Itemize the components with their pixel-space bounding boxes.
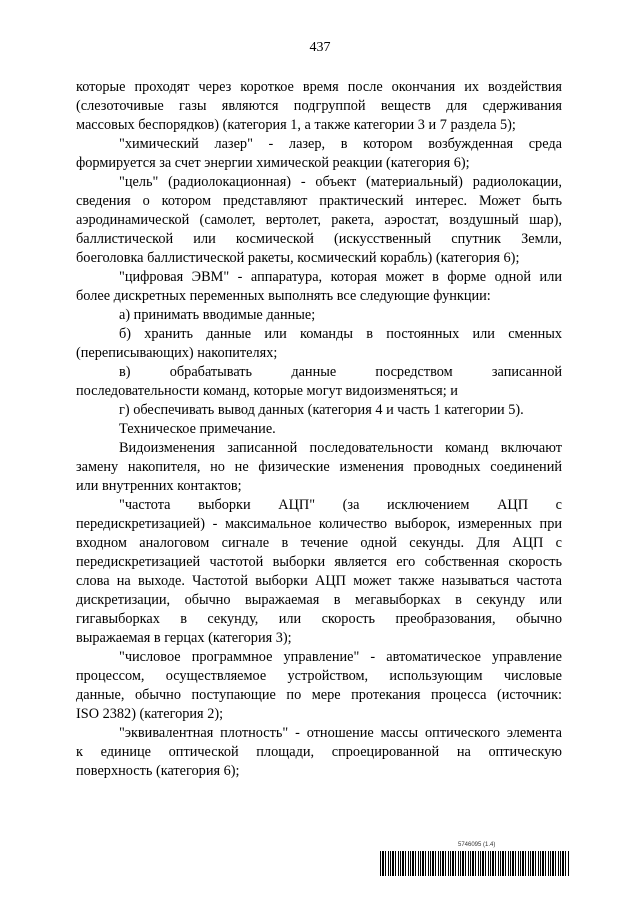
text-line: г) обеспечивать вывод данных (категория 4 и часть 1 категории 5).	[119, 402, 524, 418]
text-line: "химический лазер" - лазер, в котором возбужденная среда	[119, 136, 562, 152]
text-line: "цифровая ЭВМ" - аппаратура, которая может в форме одной или	[119, 269, 562, 285]
text-line: гигавыборках в секунду, или скорость преобразования, обычно	[76, 611, 562, 627]
text-line: выражаемая в герцах (категория 3);	[76, 630, 292, 646]
text-line: формируется за счет энергии химической реакции (категория 6);	[76, 155, 470, 171]
text-line: или внутренних контактов;	[76, 478, 242, 494]
text-line: аэродинамической (самолет, вертолет, ракета, аэростат, воздушный шар),	[76, 212, 562, 228]
text-line: более дискретных переменных выполнять все следующие функции:	[76, 288, 491, 304]
barcode	[380, 851, 570, 876]
document-body	[76, 78, 562, 781]
text-line: сведения о котором представляют практический интерес. Может быть	[76, 193, 562, 209]
text-line: замену накопителя, но не физические изменения проводных соединений	[76, 459, 562, 475]
text-line: (переписывающих) накопителях;	[76, 345, 278, 361]
text-line: баллистической или космической (искусственный спутник Земли,	[76, 231, 562, 247]
text-line: "эквивалентная плотность" - отношение массы оптического элемента	[119, 725, 562, 741]
text-line: Видоизменения записанной последовательности команд включают	[119, 440, 562, 456]
text-line: передискретизацией частотой выборки является его собственная скорость	[76, 554, 562, 570]
text-line: б) хранить данные или команды в постоянных или сменных	[119, 326, 562, 342]
text-line: ISO 2382) (категория 2);	[76, 706, 224, 722]
text-line: в) обрабатывать данные посредством записанной	[119, 364, 562, 380]
text-line: массовых беспорядков) (категория 1, а также категории 3 и 7 раздела 5);	[76, 117, 516, 133]
text-line: поверхность (категория 6);	[76, 763, 240, 779]
text-line: данные, обычно поступающие по мере протекания процесса (источник:	[76, 687, 562, 703]
text-line: которые проходят через короткое время после окончания их воздействия	[76, 79, 562, 95]
barcode-label: 5746095 (1.4)	[458, 842, 496, 848]
text-line: к единице оптической площади, спроецированной на оптическую	[76, 744, 562, 760]
text-line: дискретизации, обычно выражаемая в мегавыборках в секунду или	[76, 592, 562, 608]
page-number: 437	[309, 40, 331, 55]
text-line: слова на выходе. Частотой выборки АЦП может также называться частота	[76, 573, 562, 589]
text-line: входном аналоговом сигнале в течение одной секунды. Для АЦП с	[76, 535, 562, 551]
text-line: (слезоточивые газы являются подгруппой веществ для сдерживания	[76, 98, 562, 114]
text-line: боеголовка баллистической ракеты, космический корабль) (категория 6);	[76, 250, 520, 266]
text-line: процессом, осуществляемое устройством, использующим числовые	[76, 668, 562, 684]
text-line: передискретизацией) - максимальное количество выборок, измеренных при	[76, 516, 562, 532]
text-line: Техническое примечание.	[119, 421, 276, 437]
text-line: а) принимать вводимые данные;	[119, 307, 316, 323]
text-line: последовательности команд, которые могут видоизменяться; и	[76, 383, 458, 399]
text-line: "цель" (радиолокационная) - объект (материальный) радиолокации,	[119, 174, 562, 190]
text-line: "числовое программное управление" - автоматическое управление	[119, 649, 562, 665]
text-line: "частота выборки АЦП" (за исключением АЦП с	[119, 497, 562, 513]
